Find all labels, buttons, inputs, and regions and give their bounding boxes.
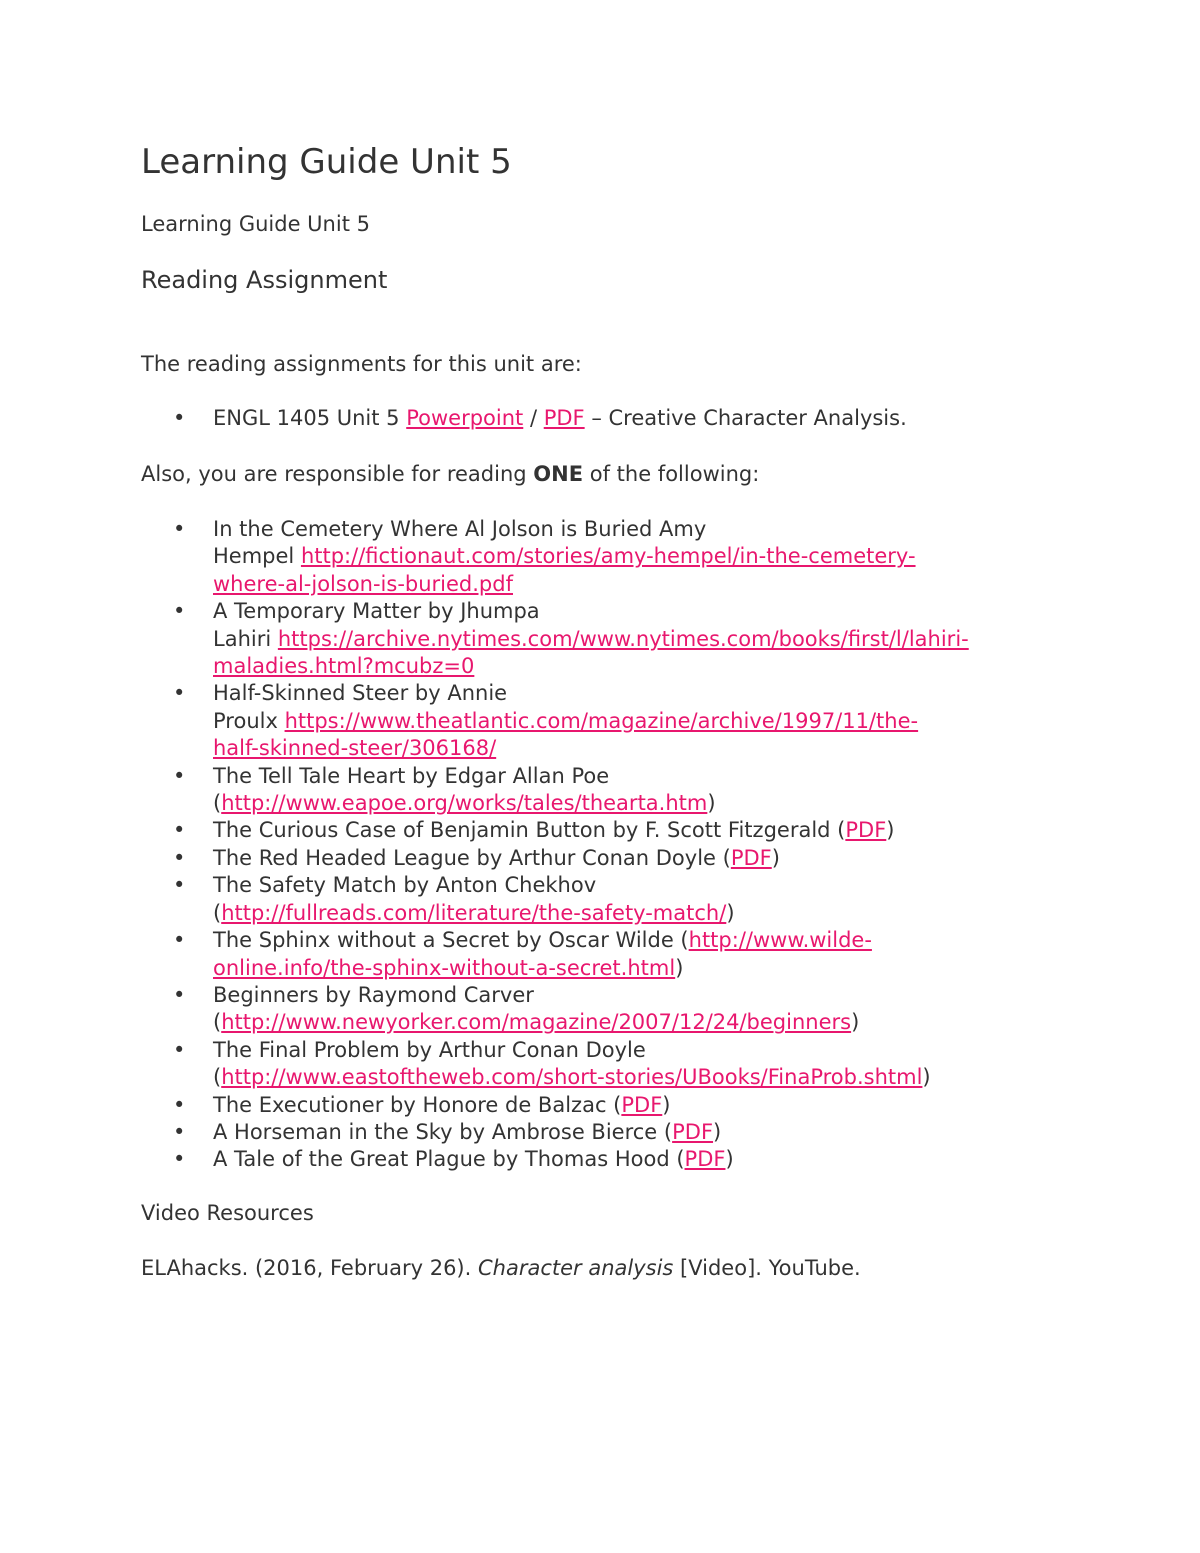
story-title: The Curious Case of Benjamin Button by F. Scott Fitzgerald ( — [213, 818, 846, 843]
story-title: A Tale of the Great Plague by Thomas Hood ( — [213, 1147, 685, 1172]
list-item — [141, 598, 1113, 680]
story-paren-close: ) — [726, 900, 735, 925]
list-item — [141, 1119, 1113, 1146]
story-title: A Horseman in the Sky by Ambrose Bierce ( — [213, 1119, 673, 1144]
story-list — [141, 516, 1113, 1174]
story-title: The Red Headed League by Arthur Conan Doyle ( — [213, 845, 731, 870]
story-title: The Final Problem by Arthur Conan Doyle — [213, 1037, 646, 1062]
list-item — [141, 405, 1113, 432]
also-text — [141, 460, 759, 488]
list-item — [141, 680, 1113, 762]
story-title: Half-Skinned Steer by Annie — [213, 681, 508, 706]
powerpoint-link[interactable]: Powerpoint — [406, 406, 524, 430]
story-paren: ( — [213, 900, 222, 925]
list-item — [141, 1037, 1113, 1092]
story-title: The Executioner by Honore de Balzac ( — [213, 1092, 622, 1117]
list-item — [141, 927, 1113, 982]
story-author: Lahiri — [213, 626, 278, 651]
list-item — [141, 817, 1113, 844]
story-link-cont[interactable]: half-skinned-steer/306168/ — [213, 736, 497, 761]
story-paren-close: ) — [662, 1092, 671, 1117]
also-suffix: of the following: — [583, 462, 760, 486]
story-link[interactable]: http://fullreads.com/literature/the-safety-match/ — [221, 900, 727, 925]
assignment-sep: / — [523, 406, 544, 430]
story-link[interactable]: http://www.wilde- — [688, 928, 872, 953]
video-resources-heading: Video Resources — [141, 1201, 314, 1225]
story-paren-close: ) — [886, 818, 895, 843]
story-paren-close: ) — [713, 1119, 722, 1144]
story-paren-close: ) — [771, 845, 780, 870]
story-pdf-link[interactable]: PDF — [845, 818, 887, 843]
also-bold: ONE — [533, 462, 584, 486]
also-prefix: Also, you are responsible for reading — [141, 462, 534, 486]
story-link[interactable]: http://fictionaut.com/stories/amy-hempel/in-the-cemetery- — [300, 544, 916, 569]
story-author: Hempel — [213, 544, 301, 569]
assignment-list — [141, 405, 1113, 432]
story-paren-close: ) — [725, 1147, 734, 1172]
intro-text: The reading assignments for this unit are: — [141, 352, 582, 376]
assignment-suffix: – Creative Character Analysis. — [584, 406, 907, 430]
story-link[interactable]: https://www.theatlantic.com/magazine/archive/1997/11/the- — [284, 708, 919, 733]
story-link-cont[interactable]: online.info/the-sphinx-without-a-secret.html — [213, 955, 676, 980]
assignment-prefix: ENGL 1405 Unit 5 — [213, 406, 407, 430]
story-paren: ( — [213, 791, 222, 816]
story-paren: ( — [213, 1010, 222, 1035]
story-title: The Safety Match by Anton Chekhov — [213, 873, 597, 898]
subtitle: Learning Guide Unit 5 — [141, 212, 370, 236]
story-paren-close: ) — [851, 1010, 860, 1035]
citation-title: Character analysis — [477, 1256, 674, 1280]
citation-prefix: ELAhacks. (2016, February 26). — [141, 1256, 478, 1280]
story-title: The Tell Tale Heart by Edgar Allan Poe — [213, 763, 610, 788]
list-item — [141, 1146, 1113, 1173]
story-paren-close: ) — [922, 1065, 931, 1090]
list-item — [141, 872, 1113, 927]
pdf-link[interactable]: PDF — [543, 406, 585, 430]
story-title: In the Cemetery Where Al Jolson is Buried Amy — [213, 517, 707, 541]
story-paren: ( — [213, 1065, 222, 1090]
list-item — [141, 763, 1113, 818]
story-paren-close: ) — [707, 791, 716, 816]
reading-assignment-heading: Reading Assignment — [141, 266, 388, 294]
story-paren-close: ) — [675, 955, 684, 980]
story-pdf-link[interactable]: PDF — [730, 845, 772, 870]
page-title: Learning Guide Unit 5 — [141, 142, 512, 182]
citation-suffix: [Video]. YouTube. — [673, 1256, 861, 1280]
video-citation — [141, 1254, 861, 1282]
story-title: The Sphinx without a Secret by Oscar Wilde ( — [213, 928, 689, 953]
story-link-cont[interactable]: where-al-jolson-is-buried.pdf — [213, 571, 513, 596]
story-link[interactable]: https://archive.nytimes.com/www.nytimes.com/books/first/l/lahiri- — [277, 626, 969, 651]
story-pdf-link[interactable]: PDF — [621, 1092, 663, 1117]
story-title: A Temporary Matter by Jhumpa — [213, 599, 540, 624]
story-pdf-link[interactable]: PDF — [672, 1119, 714, 1144]
story-link[interactable]: http://www.eapoe.org/works/tales/thearta.htm — [221, 791, 708, 816]
list-item — [141, 982, 1113, 1037]
story-link[interactable]: http://www.newyorker.com/magazine/2007/12/24/beginners — [221, 1010, 852, 1035]
story-pdf-link[interactable]: PDF — [684, 1147, 726, 1172]
story-link[interactable]: http://www.eastoftheweb.com/short-stories/UBooks/FinaProb.shtml — [221, 1065, 923, 1090]
list-item — [141, 516, 1113, 598]
story-author: Proulx — [213, 708, 285, 733]
list-item — [141, 1092, 1113, 1119]
story-title: Beginners by Raymond Carver — [213, 982, 534, 1007]
list-item — [141, 845, 1113, 872]
story-link-cont[interactable]: maladies.html?mcubz=0 — [213, 654, 475, 679]
